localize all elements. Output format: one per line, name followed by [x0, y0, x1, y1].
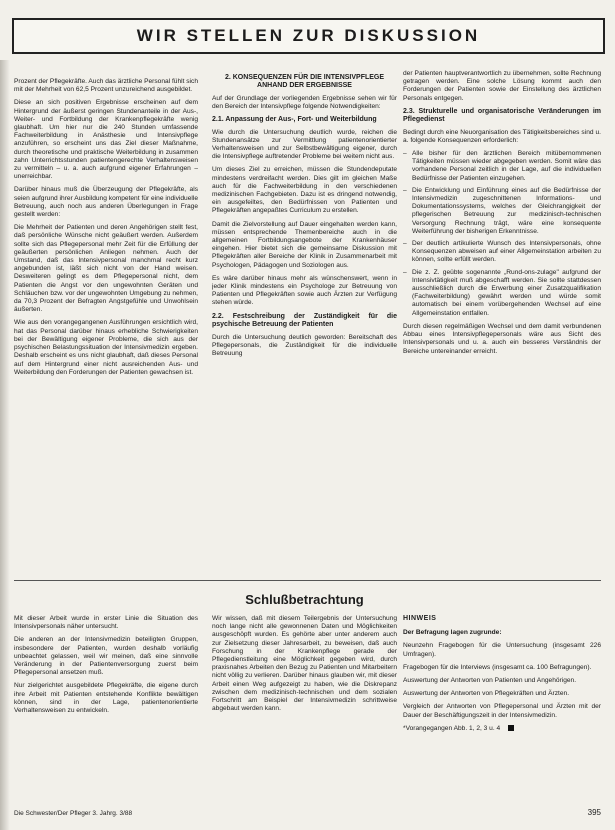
- closing-left-column: [14, 615, 198, 805]
- note-item: Auswertung der Antworten von Patienten und Angehörigen.: [403, 677, 577, 685]
- page-title: WIR STELLEN ZUR DISKUSSION: [136, 26, 481, 45]
- closing-paragraph: Die anderen an der Intensivmedizin beteiligten Gruppen, insbesondere der Patienten, wurden deshalb vorläufig unbeachtet gelassen, weil wir meinen, daß eine sinnvolle Veränderung in der Patientenversorgung zuerst beim Pflegepersonal ansetzen muß.: [14, 636, 198, 677]
- note-item: Auswertung der Antworten von Pflegekräften und Ärzten.: [403, 690, 570, 698]
- left-column: [14, 78, 198, 574]
- subsection-heading-2-3: 2.3. Strukturelle und organisatorische Veränderungen im Pflegedienst: [403, 107, 601, 124]
- note-item: Vergleich der Antworten von Pflegepersonal und Ärzten mit der Dauer der Beschäftigungszeit in der Intensivmedizin.: [403, 703, 601, 719]
- closing-section-title: Schlußbetrachtung: [245, 592, 364, 607]
- subsection-heading-2-2: 2.2. Festschreibung der Zuständigkeit für die psychische Betreuung der Patienten: [212, 312, 397, 329]
- left-paragraph: Darüber hinaus muß die Überzeugung der Pflegekräfte, als seien aufgrund ihrer Ausbildung kompetent für eine individuelle Betreuung, auch noch aus anderen Überlegungen in Frage gestellt werden:: [14, 186, 198, 219]
- middle-paragraph: Um dieses Ziel zu erreichen, müssen die Stundendeputate mindestens verdreifacht werden. Dies gilt im gleichen Maße auch für die Fachweiterbildung in den verschiedenen medizinischen Fachgebieten. Dazu ist es dringend notwendig, ein ausgefeiltes, den Bedürfnissen von Patienten und Pflegekräften angepaßtes Curriculum zu erstellen.: [212, 166, 397, 215]
- consequence-list: [403, 150, 601, 318]
- section-heading-consequences: 2. KONSEQUENZEN FÜR DIE INTENSIVPFLEGE ANHAND DER ERGEBNISSE: [224, 74, 385, 90]
- middle-paragraph: Durch die Untersuchung deutlich geworden: Bereitschaft des Pflegepersonals, die Zuständigkeit für die individuelle Betreuung: [212, 333, 397, 357]
- list-item: – Der deutlich artikulierte Wunsch des Intensivpersonals, ohne Konsequenzen abweisen auf einer Allgemeinstation arbeiten zu können, sollte erfüllt werden.: [403, 240, 601, 265]
- header-banner: [12, 18, 605, 54]
- binding-edge-shadow: [0, 60, 10, 830]
- middle-paragraph: Wie durch die Untersuchung deutlich wurde, reichen die Stundenansätze zur Vermittlung patientenorientierter Verhaltensweisen und zur Selbstbewältigung eigener, durch die Intensivpflege auftretender Probleme bei weitem nicht aus.: [212, 128, 397, 161]
- footnote-text: *Vorangegangen Abb. 1, 2, 3 u. 4: [403, 724, 501, 732]
- right-intro: Bedingt durch eine Neuorganisation des Tätigkeitsbereiches sind u. a. folgende Konsequenzen erforderlich:: [403, 128, 601, 144]
- middle-intro: Auf der Grundlage der vorliegenden Ergebnisse sehen wir für den Bereich der Intensivpflege folgende Notwendigkeiten:: [212, 94, 397, 111]
- list-item: – Die z. Z. geübte sogenannte „Rund-ons-zulage" aufgrund der Intensivtätigkeit muß abgeschafft werden. Sie sollte stattdessen ausschließlich durch die Erwerbung einer Zusatzqualifikation (Fachweiterbildung) gewährt werden und würde somit automatisch bei einem vorübergehenden Wechsel auf eine Allgemeinstation entfallen.: [403, 269, 601, 318]
- note-item: [403, 725, 601, 733]
- left-paragraph: Diese an sich positiven Ergebnisse erscheinen auf dem Hintergrund der äußerst geringen Stundenanteile in der Aus-, Weiter- und Fortbildung der Krankenpflegekräfte wenig glaubhaft. Um hier nur die 240 Stunden umfassende Fachweiterbildung in Anästhesie und Intensivpflege anzuführen, so erscheint uns das Ziel dieser Maßnahme, durch theoretische und praktische Weiterbildung in zusammen zahn Unterrichtsstunden patientengerechte Verhaltensweisen zu vermitteln – u. a. auch aufgrund eigener Erfahrungen – unerreichbar.: [14, 99, 198, 181]
- left-paragraph: Die Mehrheit der Patienten und deren Angehörigen stellt fest, daß persönliche Wünsche nicht geäußert werden. Außerdem sollte sich das Pflegepersonal mehr Zeit für die Erfüllung der geäußerten persönlichen Anliegen nehmen. Auch der Umstand, daß das Intensivpersonal manchmal recht kurz angebunden ist, läßt sich nicht von der Hand weisen. Desweiteren gelingt es dem Pflegepersonal nicht, dem Patienten die Angst vor den ungewohnten Geräten und Schläuchen bzw. vor der ungewohnten Umgebung zu nehmen, da 70,3 Prozent der Befragten Angstgefühle und Unwohlsein äußerten.: [14, 224, 198, 314]
- list-item: – Alle bisher für den ärztlichen Bereich mitübernommenen Tätigkeiten müssen wieder abgegeben werden. Somit wäre das vorhandene Personal zeitlich in der Lage, auf die individuellen Bedürfnisse der Patienten einzugehen.: [403, 150, 601, 183]
- notes-subtitle: Der Befragung lagen zugrunde:: [403, 629, 502, 637]
- middle-paragraph: Damit die Zielvorstellung auf Dauer eingehalten werden kann, müssen entsprechende Themenbereiche auch in die allgemeinen Fortbildungsangebote der Krankenhäuser eingehen. Hier bietet sich die gemeinsame Diskussion mit Pflegekräften aller Bereiche der Klinik in Zusammenarbeit mit Psychologen, Pädagogen und Soziologen aus.: [212, 220, 397, 269]
- middle-paragraph: Es wäre darüber hinaus mehr als wünschenswert, wenn in jeder Klinik mindestens ein Psychologe zur Betreuung von Patienten und Pflegekräften sowie auch Ärzten zur Verfügung stehen würde.: [212, 274, 397, 307]
- right-column: [403, 70, 601, 575]
- left-paragraph: Wie aus den vorangegangenen Ausführungen ersichtlich wird, hat das Personal darüber hinaus erhebliche Schwierigkeiten bei der Bewältigung eigener Probleme, die sich aus der psychischen Belastungssituation der Intensivmedizin ergeben. Deshalb erscheint es uns nicht glaubhaft, daß dieses Personal auf dem Hintergrund einer nicht ausreichenden Aus- und Weiterbildung den Forderungen der Patienten gewachsen ist.: [14, 319, 198, 376]
- journal-citation: Die Schwester/Der Pfleger 3. Jahrg. 3/88: [14, 810, 133, 817]
- middle-column: [212, 70, 397, 575]
- closing-paragraph: Wir wissen, daß mit diesem Teilergebnis der Untersuchung noch lange nicht alle gewonnenen Daten und Möglichkeiten ausgeschöpft wurden. Es gehörte aber unter anderem auch zur Zielsetzung dieser Jahresarbeit, zu beweisen, daß auch Forschung in der Krankenpflege gerade der Pflegedienstleitung eine Möglichkeit gegeben wird, durch praxisnahes Arbeiten den Bezug zu Patienten und Mitarbeitern nicht völlig zu verlieren. Darüber hinaus glauben wir, mit dieser Arbeit einen Weg aufgezeigt zu haben, wie die Diskrepanz zwischen dem medizinisch-technischen und dem sozialen Fortschritt am Beispiel der Intensivmedizin schrittweise abgebaut werden kann.: [212, 615, 397, 713]
- section-divider: [14, 580, 601, 581]
- right-continuation: der Patienten hauptverantwortlich zu übernehmen, sollte Rechnung getragen werden. Eine solche Lösung kommt auch den Forderungen der Patienten sowie der Einstellung des ärztlichen Personals entgegen.: [403, 70, 601, 102]
- note-item: Fragebogen für die Interviews (insgesamt ca. 100 Befragungen).: [403, 663, 592, 671]
- subsection-heading-2-1: 2.1. Anpassung der Aus-, Fort- und Weiterbildung: [212, 116, 377, 124]
- list-item: – Die Entwicklung und Einführung eines auf die Bedürfnisse der Intensivmedizin zugeschnittenen Informations- und Dokumentationssystems, welches der Gleichrangigkeit der pflegerischen Betreuung zur medizinisch-technischen Versorgung Rechnung trägt, wäre eine konsequente Weiterführung der bisherigen Erkenntnisse.: [403, 187, 601, 236]
- end-of-article-mark: [508, 725, 514, 731]
- right-closing: Durch diesen regelmäßigen Wechsel und dem damit verbundenen Abbau eines Intensivpflegepersonals wäre aus Sicht des Intensivpersonals und u. a. auch ein besseres Verständnis der Bereiche untereinander erreicht.: [403, 322, 601, 355]
- note-item: Neunzehn Fragebogen für die Untersuchung (insgesamt 226 Umfragen).: [403, 642, 601, 658]
- closing-middle-column: [212, 615, 397, 805]
- left-paragraph: Prozent der Pflegekräfte. Auch das ärztliche Personal fühlt sich mit der Mehrheit von 62,5 Prozent unzureichend ausgebildet.: [14, 78, 198, 94]
- closing-paragraph: Nur zielgerichtet ausgebildete Pflegekräfte, die eigene durch ihre Arbeit mit Patienten entstehende Konflikte bewältigen können, sind in der Lage, patientenorientierte Verhaltensweisen zu entwickeln.: [14, 682, 198, 715]
- notes-title: HINWEIS: [403, 615, 437, 622]
- page-footer: [14, 808, 601, 822]
- page-number: 395: [587, 808, 601, 817]
- notes-box: [403, 615, 601, 805]
- closing-paragraph: Mit dieser Arbeit wurde in erster Linie die Situation des Intensivpersonals näher untersucht.: [14, 615, 198, 631]
